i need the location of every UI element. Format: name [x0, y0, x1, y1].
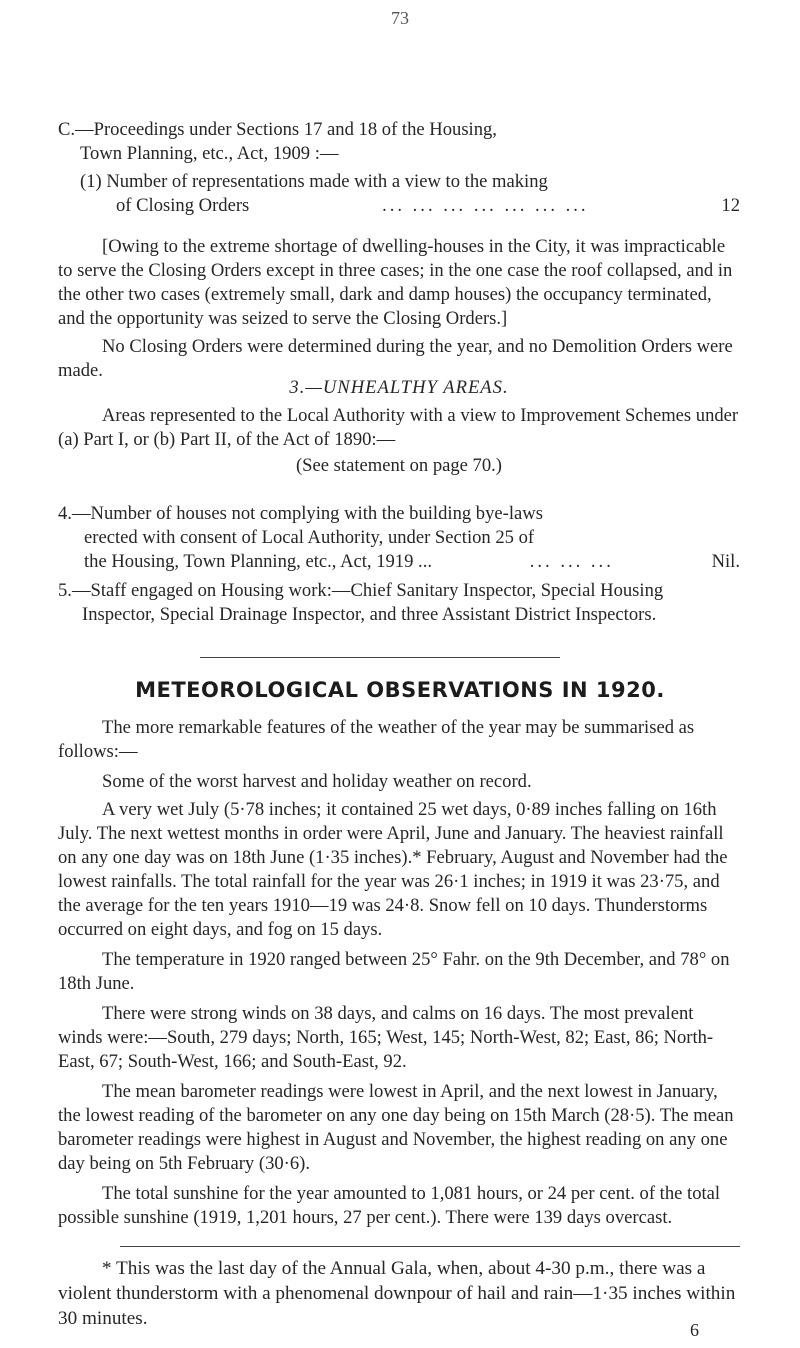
met-paragraph-3: A very wet July (5·78 inches; it contained 25 wet days, 0·89 inches falling on 16th July. The next wettest months in order were April, June and January. The heaviest rainfall on any one day was on 18th June (1·35 inches).* February, August and November had the lowest rainfalls. The total rainfall for the year was 26·1 inches; in 1919 it was 23·75, and the average for the ten years 1910—19 was 24·8. Snow fell on 10 days. Thunderstorms occurred on eight days, and fog on 15 days. — [58, 799, 728, 940]
met-paragraph-7: The total sunshine for the year amounted to 1,081 hours, or 24 per cent. of the total possible sunshine (1919, 1,201 hours, 27 per cent.). There were 139 days overcast. — [58, 1183, 721, 1228]
section-3-see: (See statement on page 70.) — [295, 455, 502, 476]
footnote — [58, 1256, 740, 1331]
section-c-item1-line2: of Closing Orders — [116, 195, 250, 216]
section-4-line2: erected with consent of Local Authority, under Section 25 of — [84, 527, 535, 548]
leader-dots: ... ... ... — [529, 551, 614, 572]
section-4-row — [58, 550, 740, 574]
section-c-heading-line2: Town Planning, etc., Act, 1909 :— — [80, 143, 339, 164]
section-c-closing: No Closing Orders were determined during the year, and no Demolition Orders were made. — [58, 336, 733, 381]
section-c-item1-line1: (1) Number of representations made with a view to the making — [80, 171, 548, 192]
leader-dots: ... ... ... ... ... ... ... — [382, 195, 589, 216]
section-c-item1-row — [58, 194, 740, 218]
meteorological-title: METEOROLOGICAL OBSERVATIONS IN 1920. — [135, 678, 665, 702]
section-4-line1: 4.—Number of houses not complying with the building bye-laws — [58, 503, 543, 524]
met-paragraph-5: There were strong winds on 38 days, and calms on 16 days. The most prevalent winds were:—South, 279 days; North, 165; West, 145; North-West, 82; East, 86; North-East, 67; South-West, 166; and South-East, 92. — [58, 1003, 714, 1072]
divider-rule — [200, 657, 560, 658]
section-c-heading-line1: C.—Proceedings under Sections 17 and 18 of the Housing, — [58, 119, 497, 140]
met-paragraph-1: The more remarkable features of the weather of the year may be summarised as follows:— — [58, 717, 695, 762]
section-4 — [58, 502, 740, 574]
section-4-value: Nil. — [711, 551, 740, 572]
section-5 — [58, 579, 740, 627]
section-3-text: Areas represented to the Local Authority with a view to Improvement Schemes under (a) Part I, or (b) Part II, of the Act of 1890:— — [58, 405, 739, 450]
footnote-rule — [120, 1246, 740, 1247]
section-c-note: [Owing to the extreme shortage of dwelling-houses in the City, it was impracticable to serve the Closing Orders except in three cases; in the one case the roof collapsed, and in the other two cases (extremely small, dark and damp houses) the occupancy terminated, and the opportunity was seized to serve the Closing Orders.] — [58, 236, 733, 329]
meteorological-body — [58, 716, 740, 1230]
signature-mark: 6 — [690, 1320, 699, 1340]
section-4-line3: the Housing, Town Planning, etc., Act, 1919 ... — [84, 551, 432, 572]
section-c-note-block — [58, 235, 740, 383]
met-paragraph-2: Some of the worst harvest and holiday weather on record. — [102, 771, 532, 792]
section-3-title: 3.—UNHEALTHY AREAS. — [289, 377, 509, 398]
met-paragraph-6: The mean barometer readings were lowest in April, and the next lowest in January, the lowest reading of the barometer on any one day being on 15th March (28·5). The mean barometer readings were highest in August and November, the highest reading on any one day being on 5th February (30·6). — [58, 1081, 734, 1174]
section-c-item1-value: 12 — [721, 195, 740, 216]
page-number: 73 — [391, 8, 409, 28]
footnote-text: * This was the last day of the Annual Gala, when, about 4-30 p.m., there was a violent thunderstorm with a phenomenal downpour of hail and rain—1·35 inches within 30 minutes. — [58, 1258, 736, 1329]
section-3 — [58, 376, 740, 478]
section-5-text: 5.—Staff engaged on Housing work:—Chief Sanitary Inspector, Special Housing Inspector, Special Drainage Inspector, and three Assistant District Inspectors. — [58, 580, 664, 625]
section-c — [58, 118, 740, 218]
met-paragraph-4: The temperature in 1920 ranged between 25° Fahr. on the 9th December, and 78° on 18th June. — [58, 949, 730, 994]
